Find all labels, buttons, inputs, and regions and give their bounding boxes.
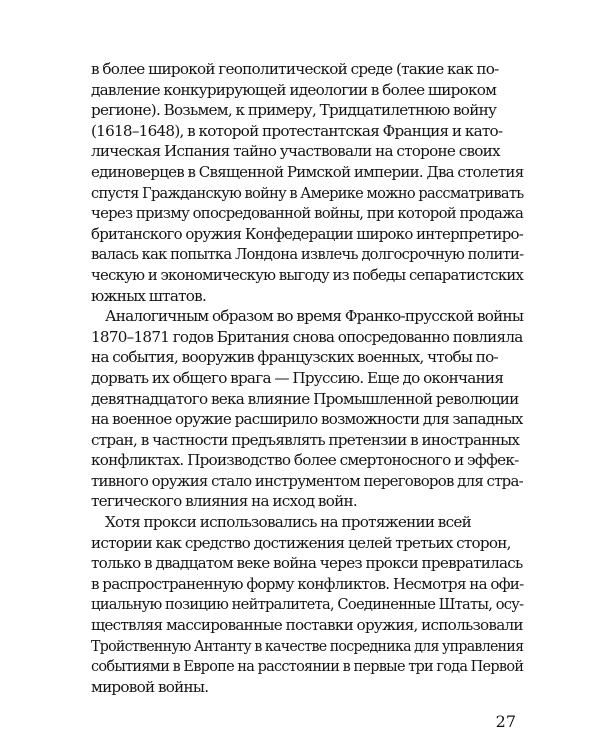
- page-number: 27: [495, 712, 516, 731]
- text-line: в распространенную форму конфликтов. Несмотря на офи-: [91, 574, 524, 593]
- text-line: только в двадцатом веке война через прокси превратилась: [91, 554, 523, 573]
- text-line: южных штатов.: [91, 286, 207, 305]
- text-line: Хотя прокси использовались на протяжении всей: [105, 513, 471, 532]
- text-line: ществляя массированные поставки оружия, использовали: [91, 616, 523, 635]
- body-text: [91, 59, 523, 697]
- text-line: Тройственную Антанту в качестве посредника для управления: [91, 636, 524, 655]
- text-line: в более широкой геополитической среде (такие как по-: [91, 60, 499, 78]
- paragraph-1: [91, 59, 523, 306]
- text-line: регионе). Возьмем, к примеру, Тридцатилетнюю войну: [91, 101, 497, 120]
- text-line: мировой войны.: [91, 677, 209, 696]
- text-line: истории как средство достижения целей третьих сторон,: [91, 533, 511, 552]
- text-line: через призму опосредованной войны, при которой продажа: [91, 204, 524, 223]
- text-line: тивного оружия стало инструментом переговоров для стра-: [91, 471, 523, 490]
- text-line: тегического влияния на исход войн.: [91, 492, 357, 511]
- text-line: единоверцев в Священной Римской империи. Два столетия: [91, 162, 524, 181]
- text-line: на военное оружие расширило возможности для западных: [91, 410, 523, 429]
- text-line: 1870–1871 годов Британия снова опосредованно повлияла: [91, 327, 523, 346]
- text-line: британского оружия Конфедерации широко интерпретиро-: [91, 224, 524, 243]
- paragraph-3: [91, 512, 523, 697]
- text-line: ческую и экономическую выгоду из победы сепаратистских: [91, 265, 524, 284]
- text-line: Аналогичным образом во время Франко-прусской войны: [105, 307, 524, 326]
- text-line: лическая Испания тайно участвовали на стороне своих: [91, 142, 500, 161]
- text-line: событиями в Европе на расстоянии в первые три года Первой: [91, 657, 524, 676]
- text-line: циальную позицию нейтралитета, Соединенные Штаты, осу-: [91, 595, 524, 614]
- text-line: (1618–1648), в которой протестантская Франция и като-: [91, 121, 503, 140]
- text-line: конфликтах. Производство более смертоносного и эффек-: [91, 451, 519, 470]
- text-line: девятнадцатого века влияние Промышленной революции: [91, 389, 519, 408]
- text-line: давление конкурирующей идеологии в более широком: [91, 80, 497, 99]
- text-line: дорвать их общего врага — Пруссию. Еще до окончания: [91, 368, 504, 387]
- text-line: на события, вооружив французских военных, чтобы по-: [91, 348, 498, 367]
- text-line: валась как попытка Лондона извлечь долгосрочную полити-: [91, 245, 524, 264]
- text-line: спустя Гражданскую войну в Америке можно рассматривать: [91, 183, 524, 202]
- paragraph-2: [91, 306, 523, 512]
- text-line: стран, в частности предъявлять претензии в иностранных: [91, 430, 520, 449]
